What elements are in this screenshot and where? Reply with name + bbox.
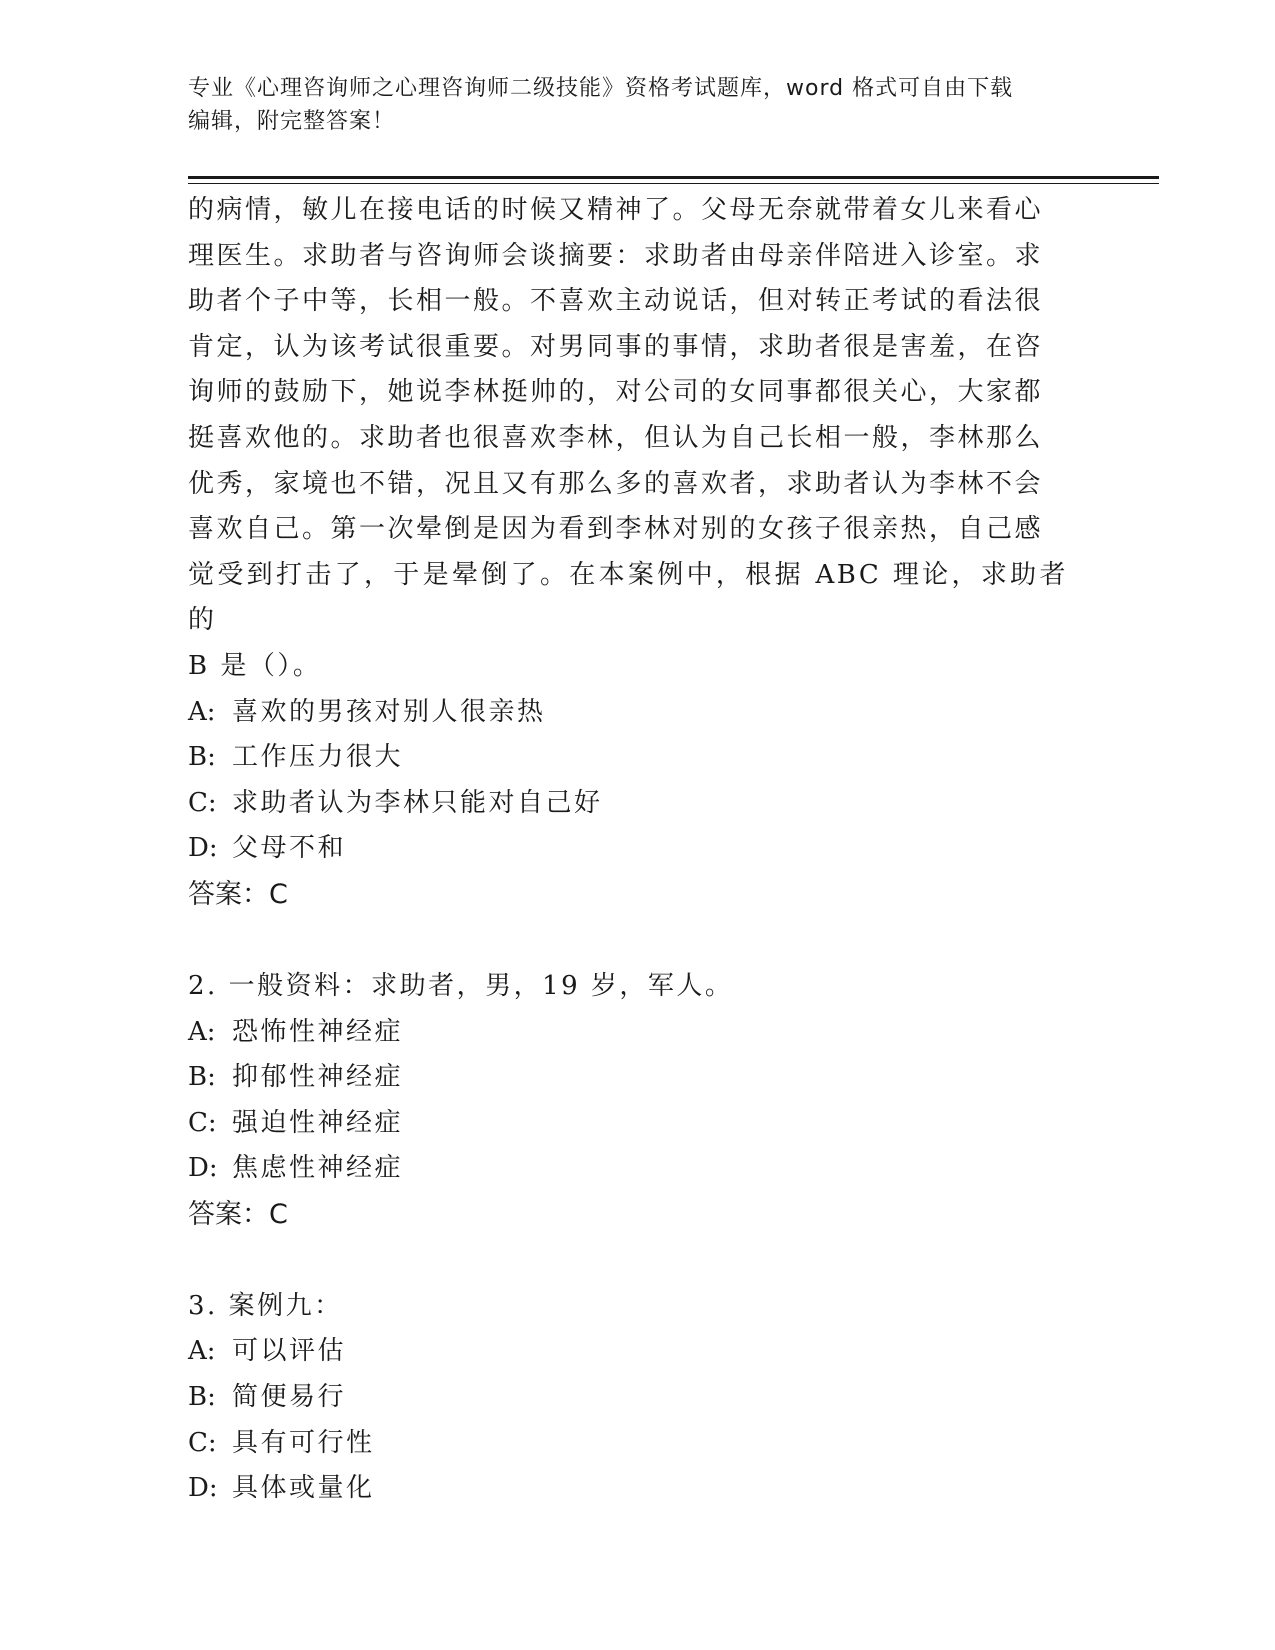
document-body	[188, 188, 1068, 1512]
option-text: 简便易行	[232, 1382, 347, 1413]
option-letter: D:	[188, 1153, 218, 1184]
option-letter: D:	[188, 1473, 218, 1504]
document-header	[188, 72, 1068, 138]
question-stem-line: B 是（）。	[188, 650, 322, 681]
option-a	[188, 1329, 1068, 1375]
option-letter: D:	[188, 833, 218, 864]
option-text: 喜欢的男孩对别人很亲热	[232, 696, 546, 727]
question-stem-line: 助者个子中等，长相一般。不喜欢主动说话，但对转正考试的看法很	[188, 286, 1044, 317]
question-2	[188, 964, 1068, 1238]
option-b	[188, 735, 1068, 781]
question-stem-line: 肯定，认为该考试很重要。对男同事的事情，求助者很是害羞，在咨	[188, 331, 1044, 362]
question-3	[188, 1284, 1068, 1512]
option-text: 恐怖性神经症	[232, 1016, 404, 1047]
option-letter: B:	[188, 1062, 216, 1093]
option-text: 具有可行性	[232, 1427, 375, 1458]
option-text: 抑郁性神经症	[232, 1062, 404, 1093]
option-letter: A:	[188, 1336, 216, 1367]
option-letter: B:	[188, 1382, 216, 1413]
question-stem-line: 挺喜欢他的。求助者也很喜欢李林，但认为自己长相一般，李林那么	[188, 422, 1044, 453]
question-stem: 3. 案例九：	[188, 1290, 343, 1321]
option-letter: A:	[188, 696, 216, 727]
answer-line: 答案：C	[188, 878, 288, 910]
answer-line: 答案：C	[188, 1198, 288, 1230]
option-text: 工作压力很大	[232, 742, 404, 773]
header-divider-thin	[188, 183, 1159, 184]
option-letter: C:	[188, 1107, 217, 1138]
option-b	[188, 1375, 1068, 1421]
option-letter: B:	[188, 742, 216, 773]
question-stem-line: 的病情，敏儿在接电话的时候又精神了。父母无奈就带着女儿来看心	[188, 195, 1044, 225]
question-1	[188, 188, 1068, 918]
option-c	[188, 1101, 1068, 1147]
option-text: 焦虑性神经症	[232, 1153, 404, 1184]
header-divider-thick	[188, 176, 1159, 179]
question-stem-line: 优秀，家境也不错，况且又有那么多的喜欢者，求助者认为李林不会	[188, 468, 1044, 499]
option-text: 具体或量化	[232, 1473, 375, 1504]
question-stem-line: 觉受到打击了，于是晕倒了。在本案例中，根据 ABC 理论，求助者的	[188, 559, 1068, 636]
question-stem-line: 询师的鼓励下，她说李林挺帅的，对公司的女同事都很关心，大家都	[188, 377, 1044, 408]
option-text: 可以评估	[232, 1336, 347, 1367]
option-d	[188, 1466, 1068, 1512]
option-c	[188, 1421, 1068, 1467]
option-letter: C:	[188, 787, 217, 818]
option-text: 求助者认为李林只能对自己好	[232, 787, 603, 818]
option-b	[188, 1055, 1068, 1101]
option-a	[188, 1010, 1068, 1056]
option-d	[188, 1146, 1068, 1192]
option-d	[188, 826, 1068, 872]
option-letter: C:	[188, 1427, 217, 1458]
option-a	[188, 690, 1068, 736]
question-stem-line: 喜欢自己。第一次晕倒是因为看到李林对别的女孩子很亲热，自己感	[188, 514, 1044, 545]
option-text: 强迫性神经症	[232, 1107, 404, 1138]
question-stem-line: 理医生。求助者与咨询师会谈摘要：求助者由母亲伴陪进入诊室。求	[188, 240, 1044, 271]
spacer	[188, 918, 1068, 964]
header-line-2: 编辑，附完整答案！	[188, 109, 396, 134]
question-stem: 2. 一般资料：求助者，男，19 岁，军人。	[188, 970, 734, 1001]
spacer	[188, 1238, 1068, 1284]
option-c	[188, 781, 1068, 827]
header-line-1: 专业《心理咨询师之心理咨询师二级技能》资格考试题库，word 格式可自由下载	[188, 76, 1014, 101]
option-text: 父母不和	[232, 833, 347, 864]
option-letter: A:	[188, 1016, 216, 1047]
